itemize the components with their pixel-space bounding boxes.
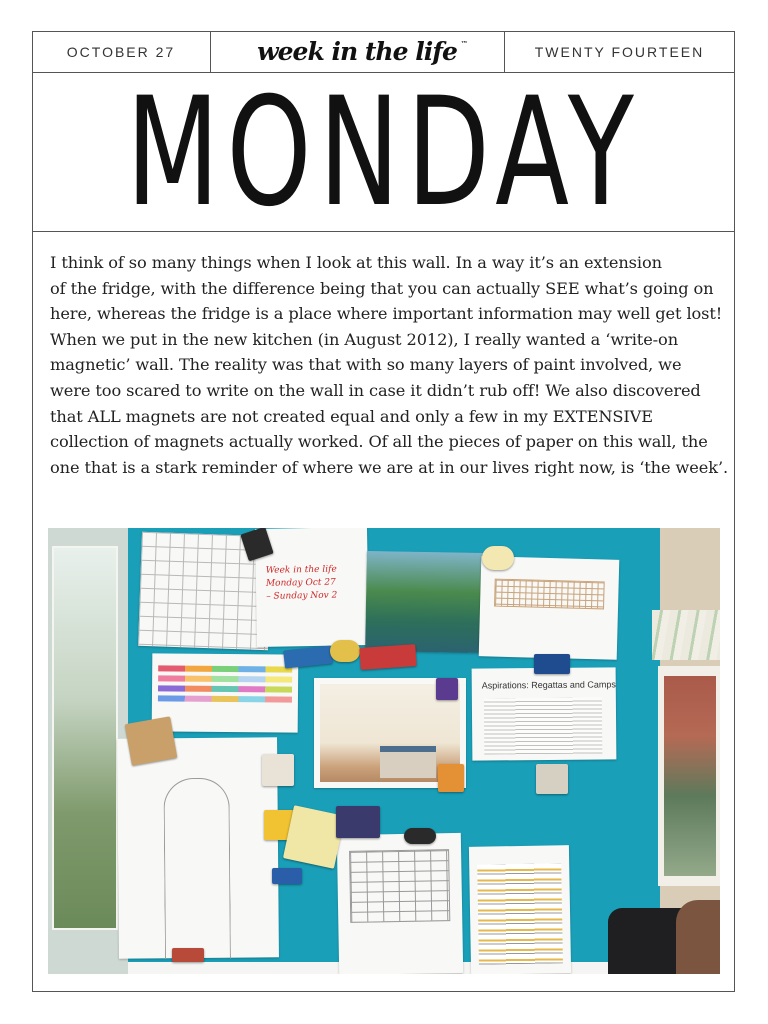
fridge-magnet xyxy=(482,546,514,570)
fridge-magnet xyxy=(336,806,380,838)
timetable-sheet xyxy=(337,833,463,974)
journal-line: one that is a stark reminder of where we are at in our lives right now, is ‘the week’. xyxy=(50,457,729,477)
fridge-magnet xyxy=(359,644,416,670)
day-title-text: MONDAY xyxy=(126,65,641,240)
journal-line: collection of magnets actually worked. Of all the pieces of paper on this wall, the xyxy=(50,432,708,452)
journal-line: magnetic’ wall. The reality was that with so many layers of paint involved, we xyxy=(50,355,682,375)
fridge-magnet xyxy=(125,716,178,765)
journal-text xyxy=(50,250,729,480)
wall-photo xyxy=(48,528,720,974)
journal-line: were too scared to write on the wall in case it didn’t rub off! We also discovered xyxy=(50,380,701,400)
fridge-magnet xyxy=(436,678,458,700)
person-hair xyxy=(676,900,720,974)
fridge-magnet xyxy=(262,754,294,786)
journal-line: here, whereas the fridge is a place where important information may well get lost! xyxy=(50,304,723,324)
roman-blind xyxy=(652,610,720,660)
fridge-magnet xyxy=(172,948,204,962)
journal-line: of the fridge, with the difference being that you can actually SEE what’s going on xyxy=(50,278,714,298)
note-line: Week in the life xyxy=(265,564,337,576)
header-date: OCTOBER 27 xyxy=(66,43,176,60)
header-year: TWENTY FOURTEEN xyxy=(534,43,705,60)
journal-line: I think of so many things when I look at this wall. In a way it’s an extension xyxy=(50,253,662,272)
note-line: Monday Oct 27 xyxy=(265,577,336,589)
journal-line: that ALL magnets are not created equal and only a few in my EXTENSIVE xyxy=(50,406,653,426)
logo-trademark: ™ xyxy=(460,39,467,48)
fridge-magnet xyxy=(438,764,464,792)
roster-sheet xyxy=(469,845,571,974)
fridge-magnet xyxy=(534,654,570,674)
color-chart-sheet xyxy=(152,653,299,732)
fridge-magnet xyxy=(404,828,436,844)
left-window xyxy=(48,528,128,974)
aspirations-sheet xyxy=(472,667,617,760)
schedule-sheet xyxy=(479,556,620,660)
logo-text: week in the life xyxy=(257,37,457,66)
fridge-magnet xyxy=(536,764,568,794)
day-title xyxy=(32,65,735,240)
aspirations-title: Aspirations: Regattas and Camps xyxy=(481,679,616,691)
lagoon-photo xyxy=(365,551,485,653)
right-window xyxy=(658,666,720,886)
journal-line: When we put in the new kitchen (in August 2012), I really wanted a ‘write-on xyxy=(50,329,679,349)
week-in-life-note xyxy=(255,528,369,647)
note-line: – Sunday Nov 2 xyxy=(266,590,338,602)
fridge-magnet xyxy=(272,868,302,884)
fridge-magnet xyxy=(330,640,360,662)
child-drawing xyxy=(117,737,279,958)
